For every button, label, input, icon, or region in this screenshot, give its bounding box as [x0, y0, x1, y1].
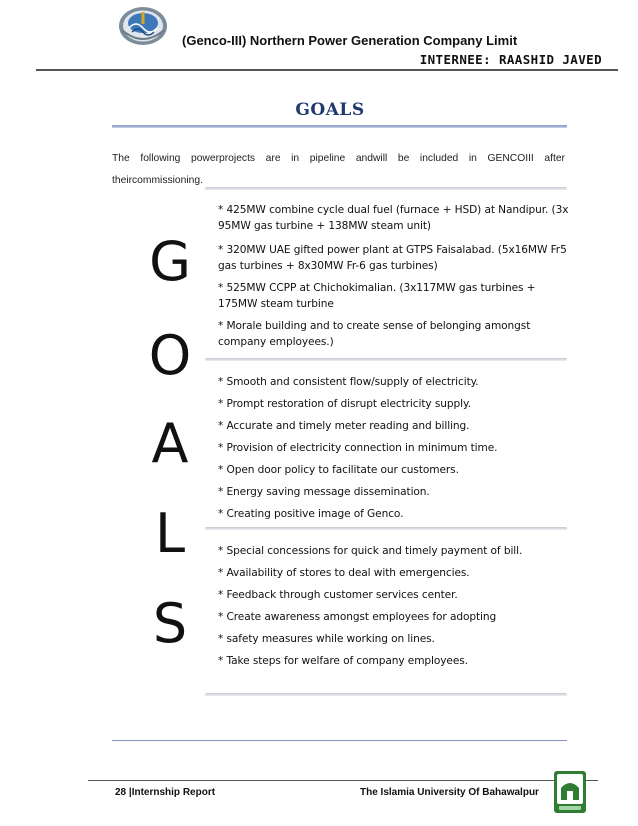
goal-item: * 320MW UAE gifted power plant at GTPS Faisalabad. (5x16MW Fr5 gas turbines + 8x30MW Fr-6 gas turbines)	[218, 244, 567, 272]
page-title: GOALS	[295, 100, 365, 120]
section-divider	[205, 527, 567, 530]
content-bottom-divider	[112, 740, 567, 741]
goal-item: * Provision of electricity connection in minimum time.	[218, 442, 498, 454]
letter-s: S	[152, 592, 188, 655]
goal-item: * Availability of stores to deal with emergencies.	[218, 567, 470, 579]
footer-divider	[88, 780, 598, 781]
section-divider	[205, 358, 567, 361]
goal-item: * 425MW combine cycle dual fuel (furnace + HSD) at Nandipur. (3x 95MW gas turbine + 138MW steam unit)	[218, 204, 569, 232]
university-logo-icon	[553, 770, 587, 814]
goal-item: * Smooth and consistent flow/supply of electricity.	[218, 376, 479, 388]
goal-item: * Feedback through customer services center.	[218, 589, 458, 601]
goal-item: * Morale building and to create sense of belonging amongst company employees.)	[218, 320, 531, 348]
goal-item: * Take steps for welfare of company employees.	[218, 655, 468, 667]
intro-paragraph: The following powerprojects are in pipeline andwill be included in GENCOIII after theircommissioning.	[112, 153, 565, 186]
footer-university: The Islamia University Of Bahawalpur	[360, 787, 539, 798]
goal-item: * Accurate and timely meter reading and billing.	[218, 420, 470, 432]
goal-item: * Creating positive image of Genco.	[218, 508, 404, 520]
goal-item: * Energy saving message dissemination.	[218, 486, 430, 498]
goal-item: * Prompt restoration of disrupt electricity supply.	[218, 398, 471, 410]
header-title: (Genco-III) Northern Power Generation Company Limit	[182, 33, 518, 48]
header-divider	[36, 69, 618, 71]
internee-name: INTERNEE: RAASHID JAVED	[419, 52, 602, 67]
letter-a: A	[151, 412, 189, 475]
goal-item: * Special concessions for quick and timely payment of bill.	[218, 545, 523, 557]
goal-item: * Create awareness amongst employees for adopting	[218, 611, 497, 623]
section-divider	[205, 187, 567, 190]
footer-page-label: 28 |Internship Report	[115, 787, 216, 798]
goal-item: * Open door policy to facilitate our customers.	[218, 464, 459, 476]
company-emblem-icon	[118, 6, 168, 46]
letter-l: L	[154, 502, 186, 565]
heading-divider	[112, 125, 567, 128]
goal-item: * 525MW CCPP at Chichokimalian. (3x117MW gas turbines + 175MW steam turbine	[218, 282, 536, 310]
letter-o: O	[148, 324, 192, 387]
letter-g: G	[149, 230, 191, 293]
section-divider	[205, 693, 567, 696]
goal-item: * safety measures while working on lines.	[218, 633, 435, 645]
